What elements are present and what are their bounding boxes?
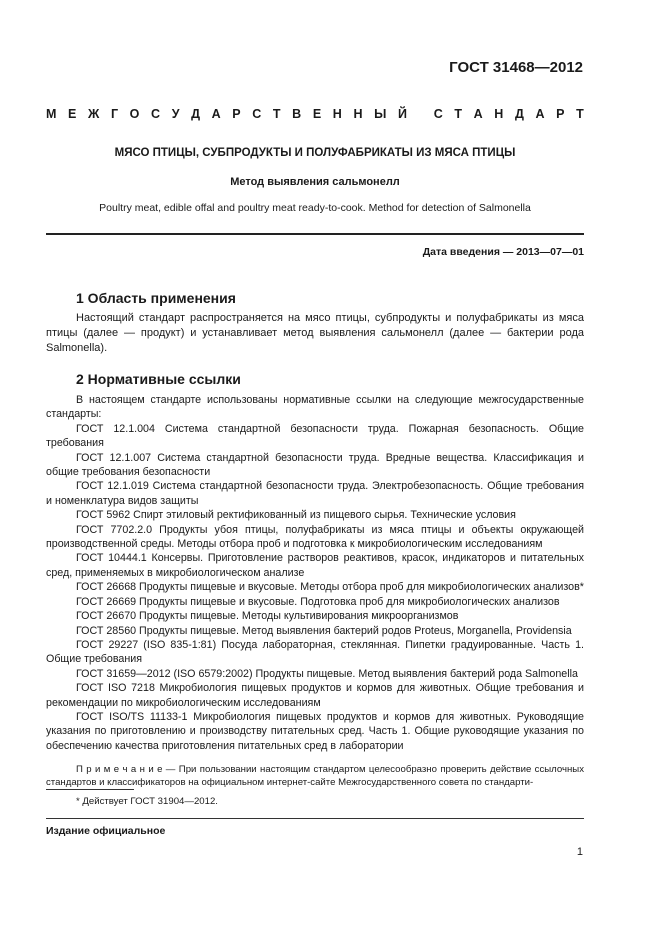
reference-item: ГОСТ ISO 7218 Микробиология пищевых продуктов и кормов для животных. Общие требования и рекомендации по микробиологическим исследованиям xyxy=(46,682,584,709)
note-paragraph: П р и м е ч а н и е — При пользовании настоящим стандартом целесообразно проверить действие ссылочных стандартов и классификаторов на официальном интернет-сайте Межгосударственного совета по стандарти- xyxy=(46,764,584,788)
section-1-paragraph: Настоящий стандарт распространяется на мясо птицы, субпродукты и полуфабрикаты из мяса птицы (далее — продукт) и устанавливает метод выявления сальмонелл (далее — бактерии рода Salmonella). xyxy=(46,312,584,354)
band-letter: У xyxy=(171,107,180,121)
reference-item: ГОСТ 5962 Спирт этиловый ректификованный из пищевого сырья. Технические условия xyxy=(76,509,516,522)
references-intro: В настоящем стандарте использованы нормативные ссылки на следующие межгосударственные стандарты: xyxy=(46,394,584,421)
page-number: 1 xyxy=(576,846,583,858)
references-list xyxy=(46,393,584,753)
footnote: * Действует ГОСТ 31904—2012. xyxy=(76,796,218,807)
band-letter: Р xyxy=(556,107,565,121)
edition-label: Издание официальное xyxy=(46,825,166,837)
standard-type-band xyxy=(46,107,584,121)
band-letter: Д xyxy=(191,107,200,121)
band-letter: Н xyxy=(353,107,363,121)
band-letter: О xyxy=(129,107,140,121)
band-letter: М xyxy=(46,107,57,121)
reference-item: ГОСТ 12.1.007 Система стандартной безопасности труда. Вредные вещества. Классификация и общие требования безопасности xyxy=(46,451,584,479)
band-letter: Е xyxy=(312,107,322,121)
reference-item: ГОСТ 10444.1 Консервы. Приготовление растворов реактивов, красок, индикаторов и питательных сред, применяемых в микробиологическом анализе xyxy=(46,552,584,579)
band-letter: Н xyxy=(494,107,504,121)
reference-item: ГОСТ 26670 Продукты пищевые. Методы культивирования микроорганизмов xyxy=(76,610,459,623)
band-letter: Т xyxy=(454,107,462,121)
document-title: МЯСО ПТИЦЫ, СУБПРОДУКТЫ И ПОЛУФАБРИКАТЫ ИЗ МЯСА ПТИЦЫ xyxy=(114,147,516,159)
reference-item: ГОСТ 31659—2012 (ISO 6579:2002) Продукты пищевые. Метод выявления бактерий рода Salmonella xyxy=(76,667,578,680)
band-letter: Е xyxy=(68,107,77,121)
band-letter: А xyxy=(211,107,221,121)
band-letter: Т xyxy=(576,107,584,121)
document-subtitle: Метод выявления сальмонелл xyxy=(230,176,400,188)
section-2-heading: 2 Нормативные ссылки xyxy=(76,371,241,387)
footnote-divider xyxy=(46,789,134,790)
reference-item: ГОСТ 12.1.019 Система стандартной безопасности труда. Электробезопасность. Общие требования и номенклатура видов защиты xyxy=(46,480,584,507)
band-letter: С xyxy=(252,107,262,121)
introduction-date: Дата введения — 2013—07—01 xyxy=(422,246,584,258)
reference-item: ГОСТ 26669 Продукты пищевые и вкусовые. Подготовка проб для микробиологических анализов xyxy=(76,595,560,608)
reference-item: ГОСТ 26668 Продукты пищевые и вкусовые. Методы отбора проб для микробиологических анализов* xyxy=(76,581,584,594)
reference-item: ГОСТ ISO/TS 11133-1 Микробиология пищевых продуктов и кормов для животных. Руководящие указания по приготовлению и производству питательных сред. Часть 1. Общие руководящие указания по обеспечению качества приготовления питательных сред в лаборатории xyxy=(46,710,584,752)
footer-divider xyxy=(46,818,584,819)
english-title: Poultry meat, edible offal and poultry meat ready-to-cook. Method for detection of Salmonella xyxy=(99,202,531,214)
title-divider xyxy=(46,233,584,235)
section-1-heading: 1 Область применения xyxy=(76,290,236,306)
band-letter: А xyxy=(535,107,545,121)
band-letter: Г xyxy=(110,107,119,121)
band-letter: Ы xyxy=(374,107,387,121)
reference-item: ГОСТ 29227 (ISO 835-1:81) Посуда лабораторная, стеклянная. Пипетки градуированные. Часть 1. Общие требования xyxy=(46,638,584,666)
band-letter xyxy=(419,107,422,121)
document-code: ГОСТ 31468—2012 xyxy=(449,59,583,76)
band-letter: Й xyxy=(397,107,407,121)
reference-item: ГОСТ 12.1.004 Система стандартной безопасности труда. Пожарная безопасность. Общие требования xyxy=(46,422,584,450)
band-letter: В xyxy=(292,107,302,121)
band-letter: Т xyxy=(272,107,281,121)
reference-item: ГОСТ 7702.2.0 Продукты убоя птицы, полуфабрикаты из мяса птицы и объекты окружающей производственной среды. Методы отбора проб и подготовка к микробиологическим исследованиям xyxy=(46,523,584,551)
reference-item: ГОСТ 28560 Продукты пищевые. Метод выявления бактерий родов Proteus, Morganella, Providensia xyxy=(76,624,572,637)
band-letter: С xyxy=(151,107,161,121)
band-letter: Ж xyxy=(88,107,100,121)
band-letter: Н xyxy=(332,107,342,121)
band-letter: А xyxy=(473,107,483,121)
section-1-text xyxy=(46,311,584,356)
band-letter: Д xyxy=(514,107,524,121)
band-letter: Р xyxy=(232,107,241,121)
band-letter: С xyxy=(433,107,443,121)
